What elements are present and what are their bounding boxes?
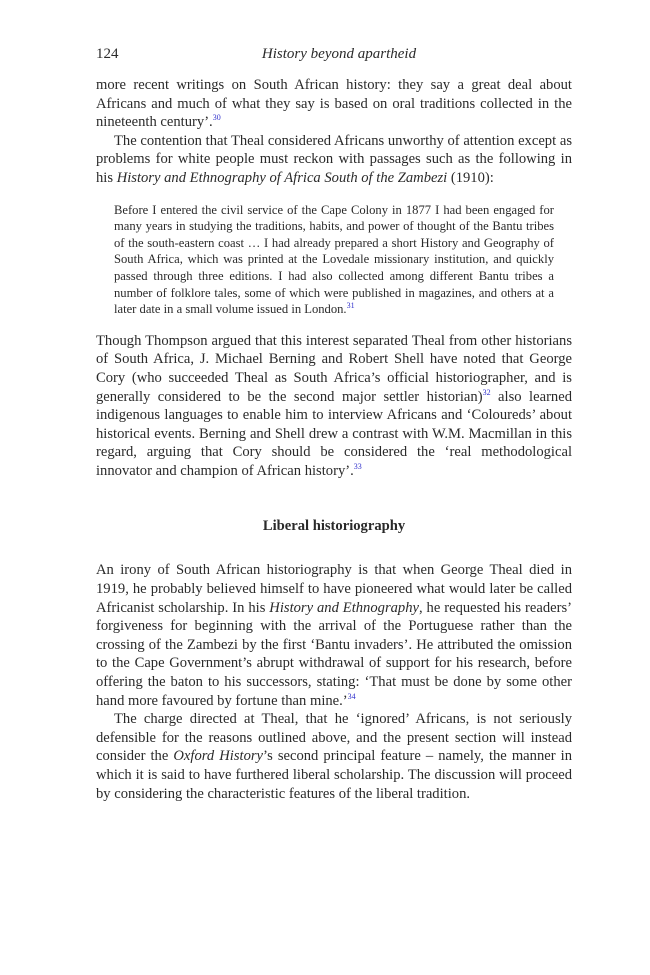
paragraph-4-text: An irony of South African historiography is that when George Theal died in 1919, he probably believed himself to have pioneered what would later be called Africanist scholarship. In his [96,562,572,616]
book-title-history-ethnography: History and Ethnography [269,599,419,616]
footnote-ref-34[interactable]: 34 [347,691,356,701]
paragraph-2-text: The contention that Theal considered Africans unworthy of attention except as problems for white people must reckon with passages such as the following in his [96,132,572,186]
paragraph-1 [96,76,572,132]
paragraph-3-text-a: Though Thompson argued that this interest separated Theal from other historians of South Africa, J. Michael Berning and Robert Shell have noted that George Cory (who succeeded Theal as South Africa’s official historiographer, and is generally considered to be the second major settler historian) [96,332,572,405]
block-quote-text: Before I entered the civil service of the Cape Colony in 1877 I had been engaged for many years in studying the traditions, habits, and power of thought of the Bantu tribes of the south-eastern coast … I had already prepared a short History and Geography of South Africa, which was printed at the Lovedale missionary institution, and quickly passed through three editions. I had also collected among different Bantu tribes a number of folklore tales, some of which were published in magazines, and others at a later date in a small volume issued in London. [114,202,554,317]
book-title-history-ethnography-africa: History and Ethnography of Africa South of the Zambezi [116,169,448,186]
footnote-ref-33[interactable]: 33 [353,462,362,472]
paragraph-2-end: (1910): [447,169,494,186]
running-head [96,46,572,76]
paragraph-1-text: more recent writings on South African history: they say a great deal about Africans and much of what they say is based on oral traditions collected in the nineteenth century’. [96,77,572,131]
paragraph-5 [96,710,572,803]
page-number: 124 [96,46,119,62]
running-title: History beyond apartheid [261,46,417,62]
section-heading: Liberal historiography [262,518,406,535]
paragraph-3 [96,332,572,481]
footnote-ref-31[interactable]: 31 [346,300,355,310]
footnote-ref-30[interactable]: 30 [212,113,221,123]
footnote-ref-32[interactable]: 32 [482,387,491,397]
book-title-oxford-history: Oxford History [173,748,264,765]
paragraph-5-end: ’s second principal feature – namely, the manner in which it is said to have furthered liberal scholarship. The discussion will proceed by considering the characteristic features of the liberal tradition. [96,748,572,802]
paragraph-3-text-b: also learned indigenous languages to enable him to interview Africans and ‘Coloureds’ about historical events. Berning and Shell drew a contrast with W.M. Macmillan in this regard, arguing that Cory should be considered the ‘real methodological innovator and champion of African history’. [96,388,572,479]
book-page [96,46,572,803]
paragraph-2 [96,132,572,188]
paragraph-4 [96,561,572,710]
paragraph-4-end: , he requested his readers’ forgiveness for beginning with the arrival of the Portuguese rather than the crossing of the Zambezi by the first ‘Bantu invaders’. He attributed the omission to the Cape Government’s abrupt withdrawal of support for his research, before offering the baton to his successors, stating: ‘That must be done by some other hand more favoured by fortune than mine.’ [96,599,572,709]
paragraph-5-text: The charge directed at Theal, that he ‘ignored’ Africans, is not seriously defensible for the reasons outlined above, and the present section will instead consider the [96,711,572,765]
block-quote [114,202,554,318]
